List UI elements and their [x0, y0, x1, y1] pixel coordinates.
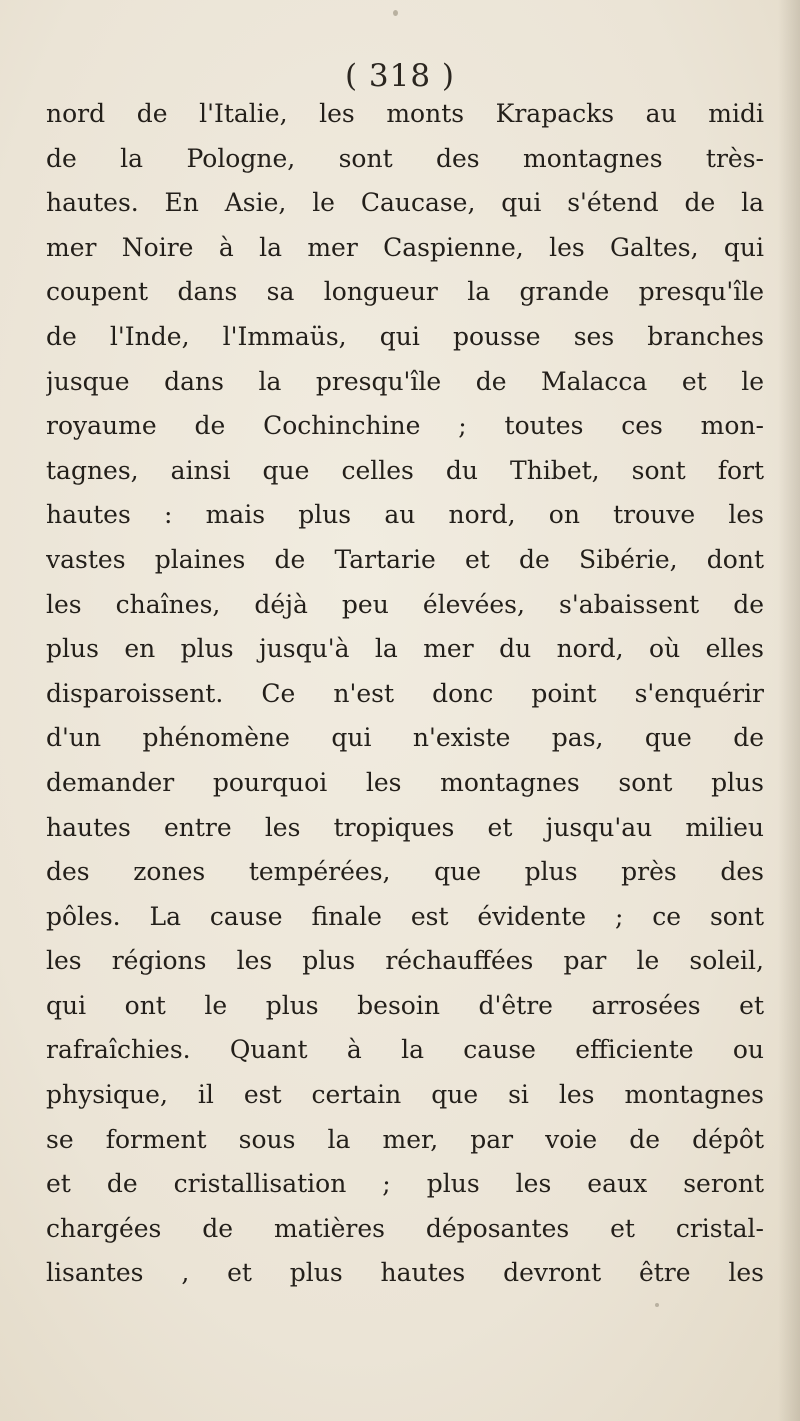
text-line: de la Pologne, sont des montagnes très-	[46, 143, 764, 173]
text-line: hautes. En Asie, le Caucase, qui s'étend de la	[46, 188, 764, 218]
text-line: pôles. La cause finale est évidente ; ce sont	[46, 901, 764, 931]
text-line: demander pourquoi les montagnes sont plus	[46, 767, 764, 797]
paper-speck	[393, 10, 398, 16]
text-line: plus en plus jusqu'à la mer du nord, où elles	[46, 634, 764, 664]
paper-speck	[655, 1303, 659, 1307]
page-number: ( 318 )	[344, 58, 456, 94]
text-line: d'un phénomène qui n'existe pas, que de	[46, 723, 764, 753]
text-line: hautes entre les tropiques et jusqu'au milieu	[46, 812, 764, 842]
text-line: chargées de matières déposantes et cristal-	[46, 1213, 764, 1243]
text-line: qui ont le plus besoin d'être arrosées et	[46, 990, 764, 1020]
text-line: tagnes, ainsi que celles du Thibet, sont fort	[46, 455, 764, 485]
text-line: et de cristallisation ; plus les eaux seront	[46, 1169, 764, 1199]
text-line: se forment sous la mer, par voie de dépôt	[46, 1124, 764, 1154]
text-line: jusque dans la presqu'île de Malacca et le	[46, 366, 764, 396]
body-text	[46, 92, 764, 1296]
text-line: vastes plaines de Tartarie et de Sibérie, dont	[46, 544, 764, 574]
text-line: royaume de Cochinchine ; toutes ces mon-	[46, 411, 764, 441]
text-line: des zones tempérées, que plus près des	[46, 857, 764, 887]
text-line: physique, il est certain que si les montagnes	[46, 1080, 764, 1110]
page-edge-shadow	[778, 0, 800, 1421]
text-line: mer Noire à la mer Caspienne, les Galtes, qui	[46, 232, 764, 262]
text-line: disparoissent. Ce n'est donc point s'enquérir	[46, 678, 764, 708]
text-line: les chaînes, déjà peu élevées, s'abaissent de	[46, 589, 764, 619]
text-line: hautes : mais plus au nord, on trouve les	[46, 500, 764, 530]
text-line: lisantes , et plus hautes devront être les	[46, 1258, 764, 1288]
text-line: les régions les plus réchauffées par le soleil,	[46, 946, 764, 976]
text-line: de l'Inde, l'Immaüs, qui pousse ses branches	[46, 321, 764, 351]
text-line: coupent dans sa longueur la grande presqu'île	[46, 277, 764, 307]
text-line: nord de l'Italie, les monts Krapacks au midi	[46, 99, 764, 128]
text-line: rafraîchies. Quant à la cause efficiente ou	[46, 1035, 764, 1065]
